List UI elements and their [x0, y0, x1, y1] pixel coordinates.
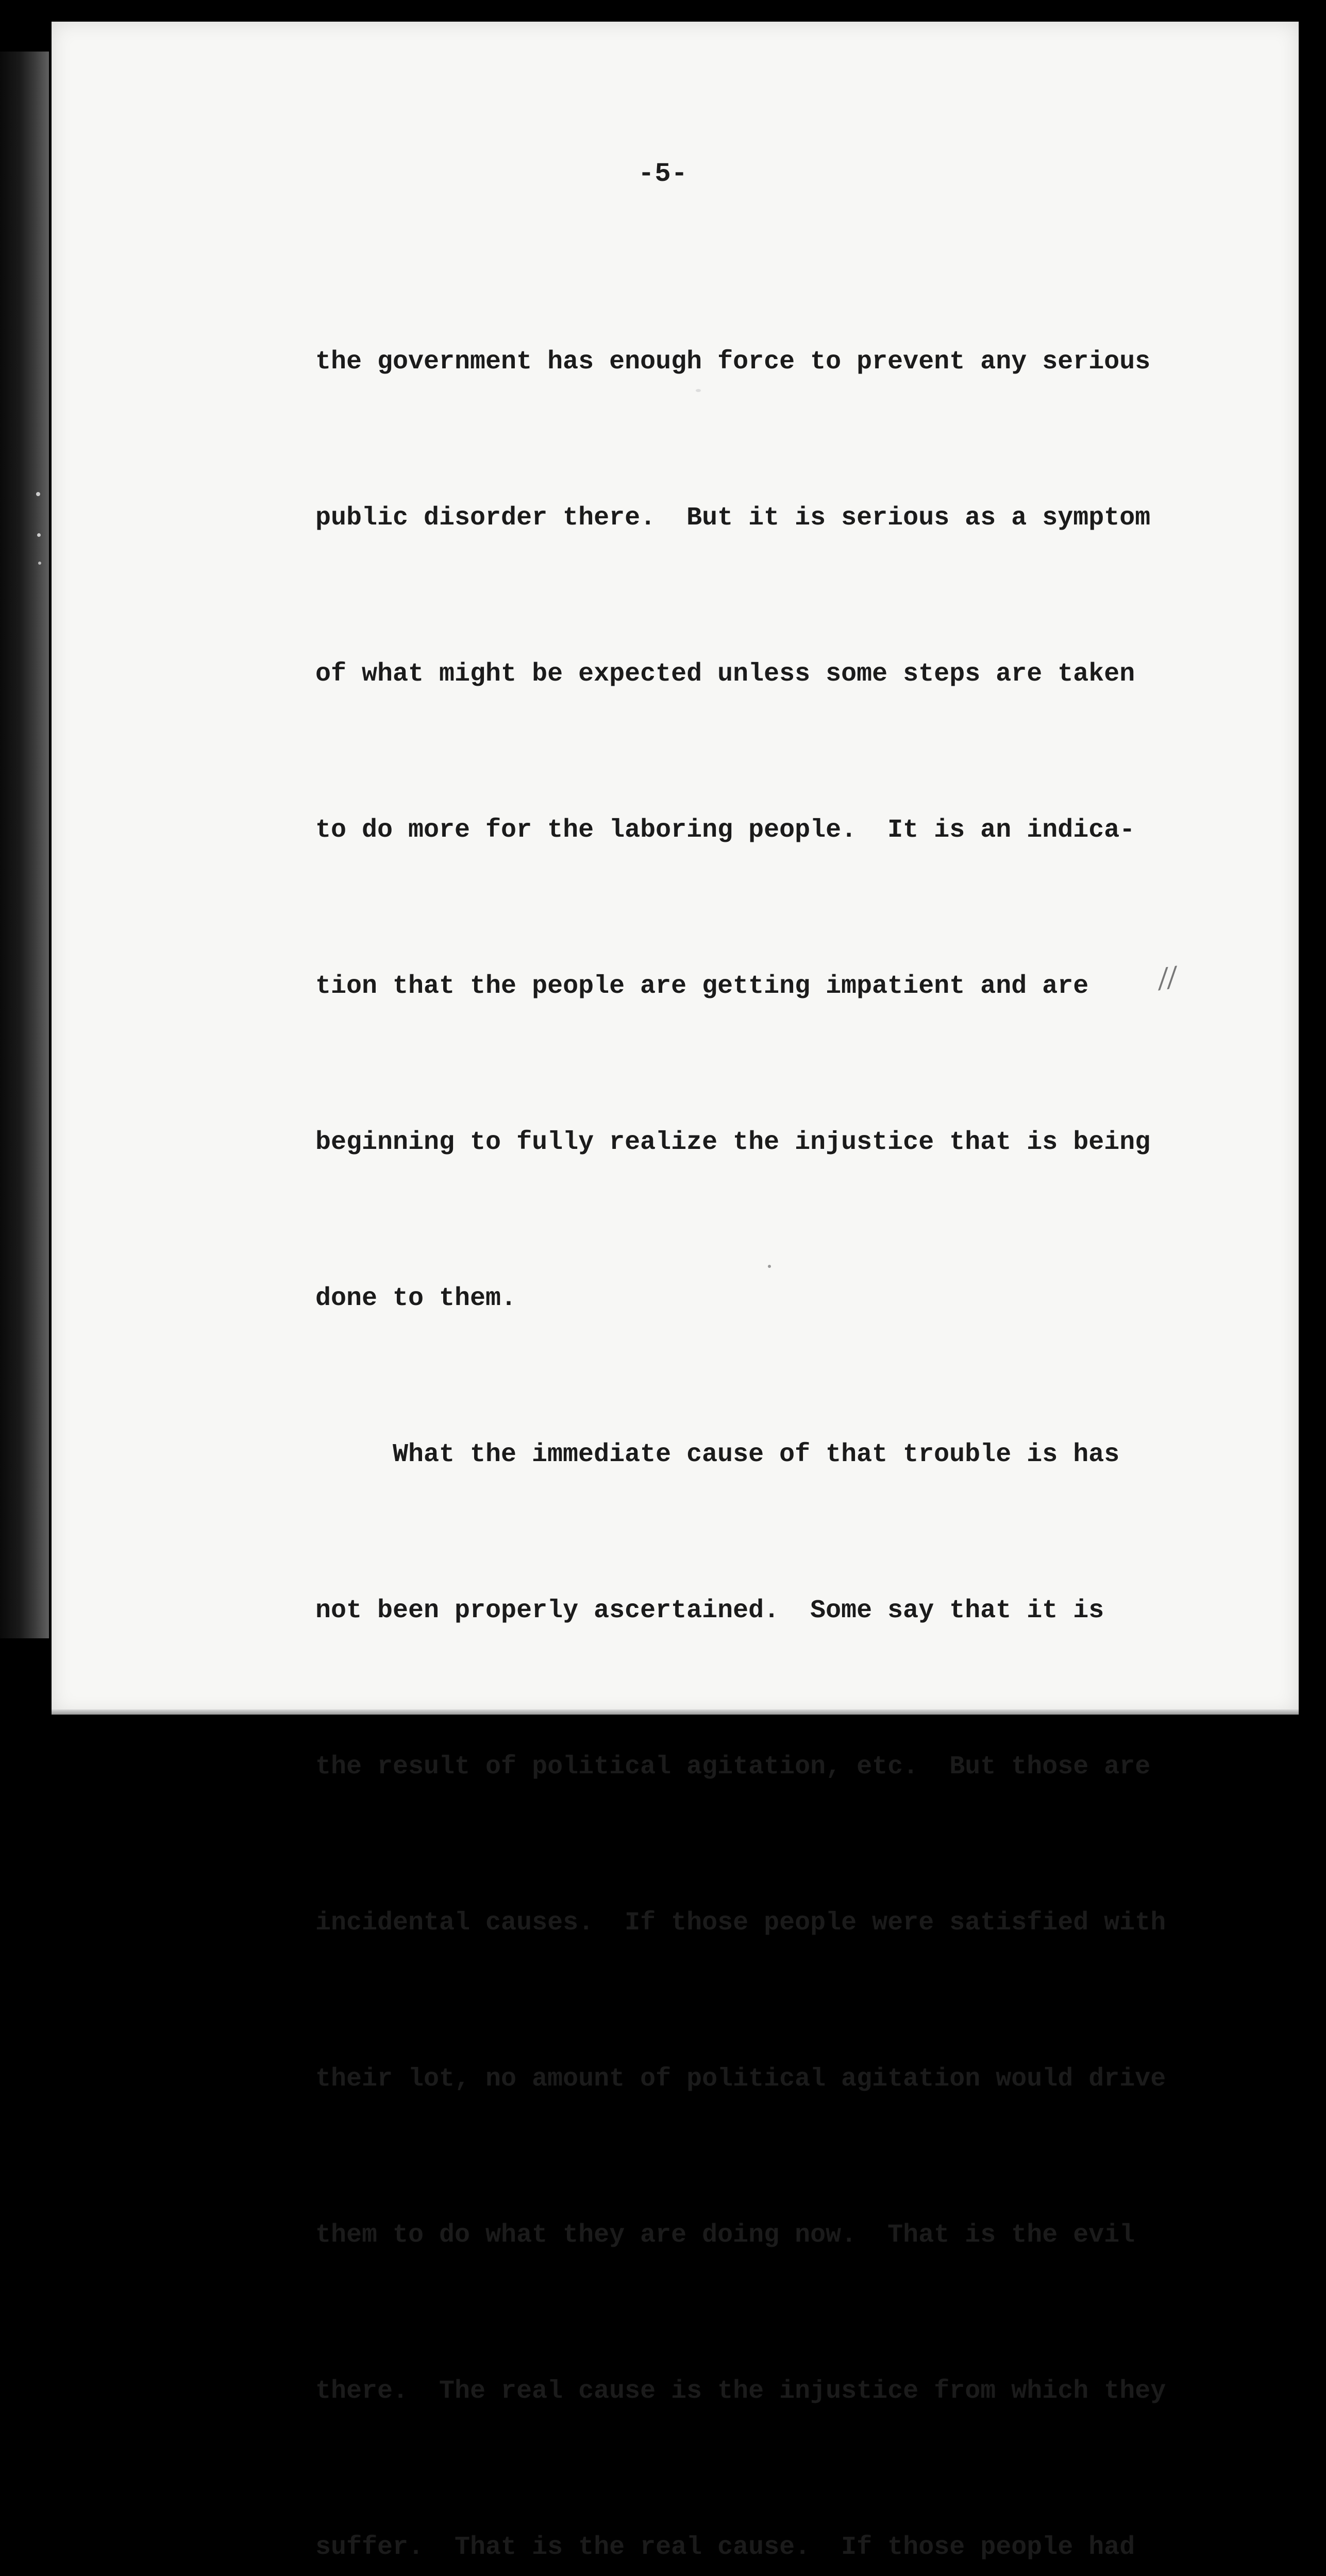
page-number: -5- — [638, 159, 688, 189]
text-line: suffer. That is the real cause. If those people had — [315, 2533, 1135, 2562]
typewritten-body — [315, 232, 1202, 2576]
text-line: to do more for the laboring people. It is an indica- — [315, 816, 1135, 845]
text-line: done to them. — [315, 1284, 517, 1313]
scan-speck — [768, 1265, 771, 1268]
scan-speck — [37, 533, 41, 537]
text-line: What the immediate cause of that trouble is has — [393, 1440, 1120, 1469]
text-line: the government has enough force to prevent any serious — [315, 347, 1151, 377]
text-line: there. The real cause is the injustice from which they — [315, 2377, 1166, 2406]
scan-speck — [36, 492, 40, 496]
text-line: the result of political agitation, etc. But those are — [315, 1752, 1151, 1782]
margin-pencil-mark: // — [1156, 961, 1179, 995]
text-line: their lot, no amount of political agitation would drive — [315, 2064, 1166, 2094]
text-line: public disorder there. But it is serious as a symptom — [315, 503, 1151, 533]
text-line: not been properly ascertained. Some say that it is — [315, 1596, 1104, 1625]
text-line: of what might be expected unless some steps are taken — [315, 659, 1135, 689]
text-line: incidental causes. If those people were satisfied with — [315, 1908, 1166, 1938]
text-line: them to do what they are doing now. That is the evil — [315, 2221, 1135, 2250]
binding-shadow — [0, 52, 49, 1638]
scan-speck — [38, 562, 41, 565]
scan-speck — [696, 389, 701, 392]
text-line: beginning to fully realize the injustice that is being — [315, 1128, 1151, 1157]
text-line: tion that the people are getting impatient and are — [315, 972, 1089, 1001]
